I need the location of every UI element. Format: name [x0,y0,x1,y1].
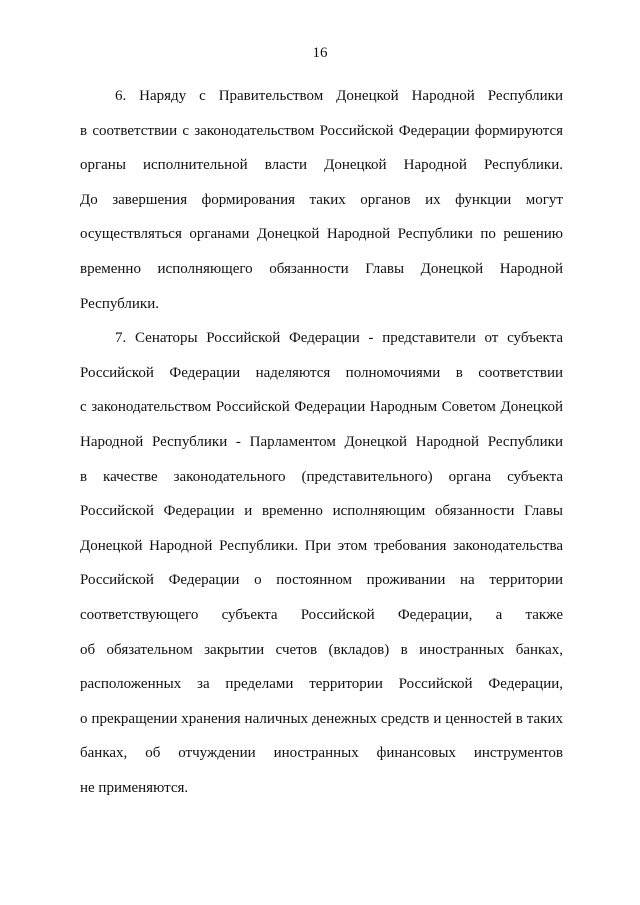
paragraph-line: До завершения формирования таких органов их функции могут [80,191,563,208]
paragraph-line: не применяются. [80,779,189,796]
paragraph-line: осуществляться органами Донецкой Народной Республики по решению [80,226,563,243]
paragraph-line: в соответствии с законодательством Российской Федерации формируются [80,122,563,139]
paragraph-line: Российской Федерации наделяются полномочиями в соответствии [80,364,563,381]
paragraph-line: 6. Наряду с Правительством Донецкой Народной Республики [115,88,563,104]
paragraph-line: 7. Сенаторы Российской Федерации - представители от субъекта [115,330,563,347]
paragraph-line: Республики. [80,295,159,312]
paragraph-line: об обязательном закрытии счетов (вкладов) в иностранных банках, [80,641,563,658]
page-number: 16 [312,45,328,61]
paragraph-7 [80,327,563,811]
paragraph-line: расположенных за пределами территории Российской Федерации, [80,676,563,693]
paragraph-line: Российской Федерации о постоянном проживании на территории [80,572,563,589]
paragraph-line: Народной Республики - Парламентом Донецкой Народной Республики [80,433,563,450]
paragraph-line: банках, об отчуждении иностранных финансовых инструментов [80,745,563,762]
paragraph-line: временно исполняющего обязанности Главы Донецкой Народной [80,260,563,277]
document-body [80,85,563,811]
paragraph-6 [80,85,563,327]
paragraph-line: о прекращении хранения наличных денежных средств и ценностей в таких [80,710,563,727]
paragraph-line: в качестве законодательного (представительного) органа субъекта [80,468,563,485]
paragraph-line: с законодательством Российской Федерации Народным Советом Донецкой [80,399,563,416]
paragraph-line: соответствующего субъекта Российской Федерации, а также [80,606,563,623]
paragraph-line: Российской Федерации и временно исполняющим обязанности Главы [80,503,563,520]
paragraph-line: органы исполнительной власти Донецкой Народной Республики. [80,157,563,174]
paragraph-line: Донецкой Народной Республики. При этом требования законодательства [80,537,563,554]
